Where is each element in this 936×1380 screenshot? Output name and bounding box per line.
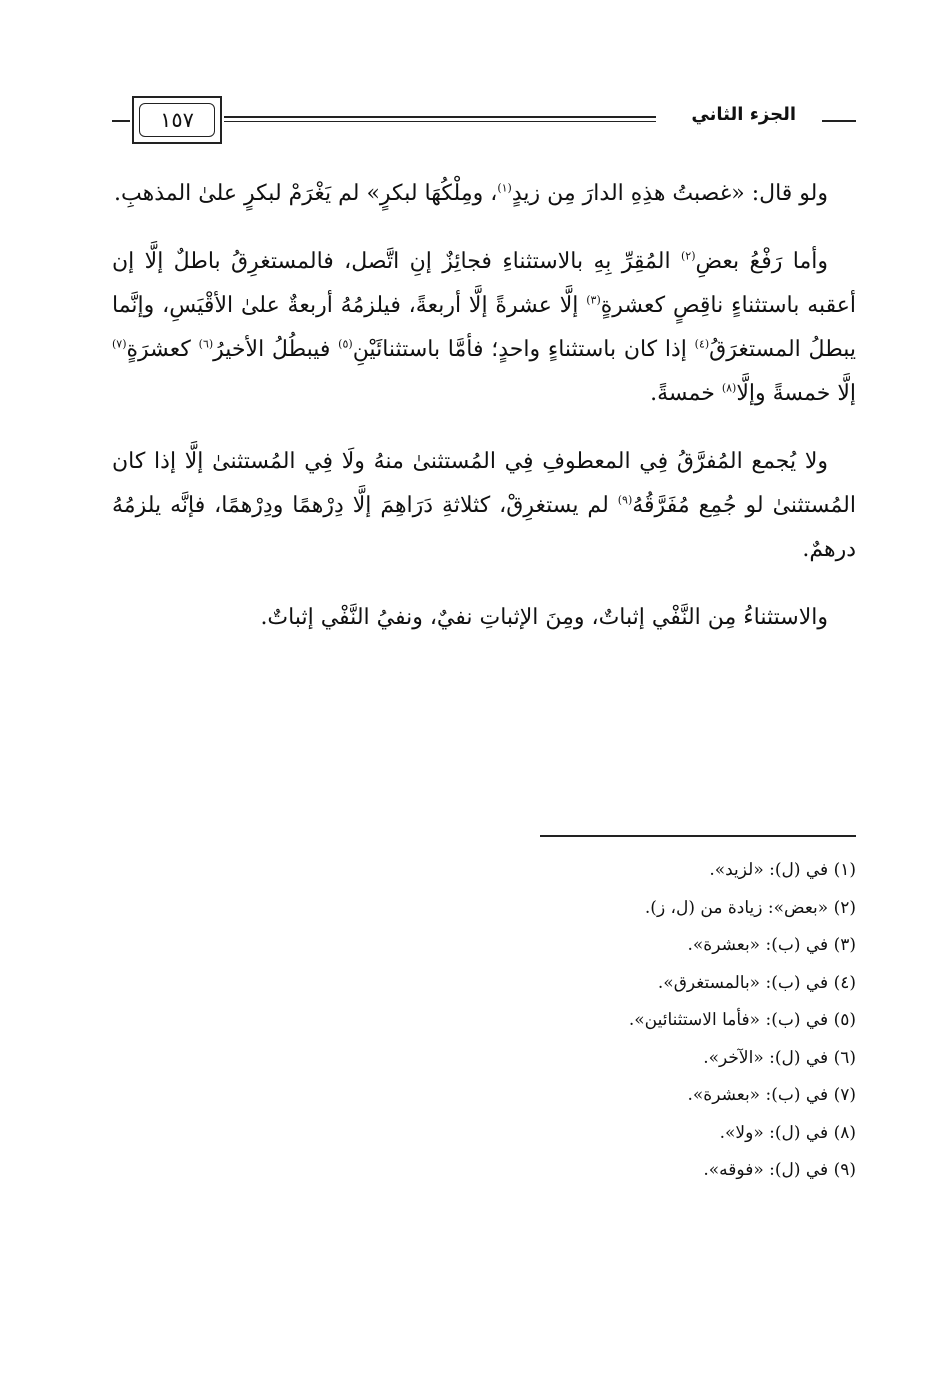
text-run: وأما رَفْعُ بعضِ	[695, 249, 829, 274]
paragraph	[112, 596, 856, 640]
footnote-marker: (٤)	[694, 337, 710, 351]
header-rule-thin	[224, 121, 656, 122]
footnote-marker: (٦)	[198, 337, 214, 351]
footnote-item: (٦) في (ل): «الآخر».	[703, 1047, 856, 1068]
header-dash	[822, 120, 856, 122]
footnote-item: (٨) في (ل): «ولا».	[719, 1122, 856, 1143]
page-number-frame	[132, 96, 222, 144]
footnote-item: (٩) في (ل): «فوقه».	[703, 1160, 856, 1180]
footnote-item: (٣) في (ب): «بعشرة».	[687, 935, 856, 955]
footnote-item: (٤) في (ب): «بالمستغرق».	[657, 972, 856, 993]
paragraph	[112, 172, 856, 216]
main-text	[112, 172, 856, 664]
text-run: ، ومِلْكُهَا لبكرٍ» لم يَغْرَمْ لبكرٍ علىٰ المذهبِ.	[114, 181, 498, 206]
paragraph	[112, 240, 856, 416]
page-number: ١٥٧	[160, 108, 194, 132]
footnote-separator	[540, 835, 856, 837]
header-rule	[224, 116, 656, 118]
running-header	[112, 96, 856, 146]
footnote-marker: (٨)	[721, 381, 737, 395]
text-run: المُقِرِّ بِهِ بالاستثناءِ فجائِزٌ إنِ اتَّصل، فالمستغرِقُ باطلٌ إلَّا إن أعقبه باستثناءٍ ناقِصٍ كعشرةٍ	[112, 249, 856, 318]
footnote-marker: (٢)	[680, 249, 696, 263]
footnote-item: (١) في (ل): «لزيد».	[709, 860, 856, 880]
text-run: خمسةً.	[650, 381, 722, 406]
text-run: والاستثناءُ مِن النَّفْي إثباتٌ، ومِنَ الإثباتِ نفيٌ، ونفيُ النَّفْي إثباتٌ.	[260, 605, 828, 630]
text-run: إذا كان باستثناءٍ واحدٍ؛ فأمَّا باستثنائَيْنِ	[352, 337, 695, 362]
text-run: إلَّا خمسةً وإلَّا	[736, 381, 856, 406]
footnotes	[436, 852, 856, 1190]
header-dash-left	[112, 120, 130, 122]
text-run: لم يستغرِقْ، كثلاثةِ دَرَاهِمَ إلَّا دِرْهمًا ودِرْهمًا، فإنَّه يلزمُهُ درهمٌ.	[112, 493, 856, 562]
footnote-marker: (٥)	[338, 337, 353, 351]
footnote-item: (٥) في (ب): «فأما الاستثنائين».	[628, 1010, 856, 1030]
footnote-marker: (٣)	[586, 293, 601, 307]
footnote-marker: (١)	[497, 181, 512, 195]
text-run: ولو قال: «غصبتُ هذِهِ الدارَ مِن زيدٍ	[511, 181, 828, 206]
footnote-marker: (٩)	[617, 493, 633, 507]
footnote-marker: (٧)	[112, 337, 127, 351]
text-run: كعشرَةٍ	[126, 337, 199, 362]
text-run: إلَّا عشرةً إلَّا أربعةً، فيلزمُهُ أربعةٌ علىٰ الأقْيَسِ، وإنَّما يبطلُ المستغرَقُ	[112, 293, 856, 362]
header-title: الجزء الثاني	[691, 104, 796, 125]
footnote-item: (٢) «بعض»: زيادة من (ل، ز).	[644, 897, 856, 918]
text-run: ولا يُجمع المُفرَّقُ فِي المعطوفِ فِي المُستثنىٰ منهُ ولَا فِي المُستثنىٰ إلَّا إذا كان المُستثنىٰ لو جُمِع مُفَرَّقُهُ	[112, 449, 856, 518]
footnote-item: (٧) في (ب): «بعشرة».	[687, 1085, 856, 1105]
text-run: فيبطُلُ الأخيرُ	[213, 337, 339, 362]
paragraph	[112, 440, 856, 572]
